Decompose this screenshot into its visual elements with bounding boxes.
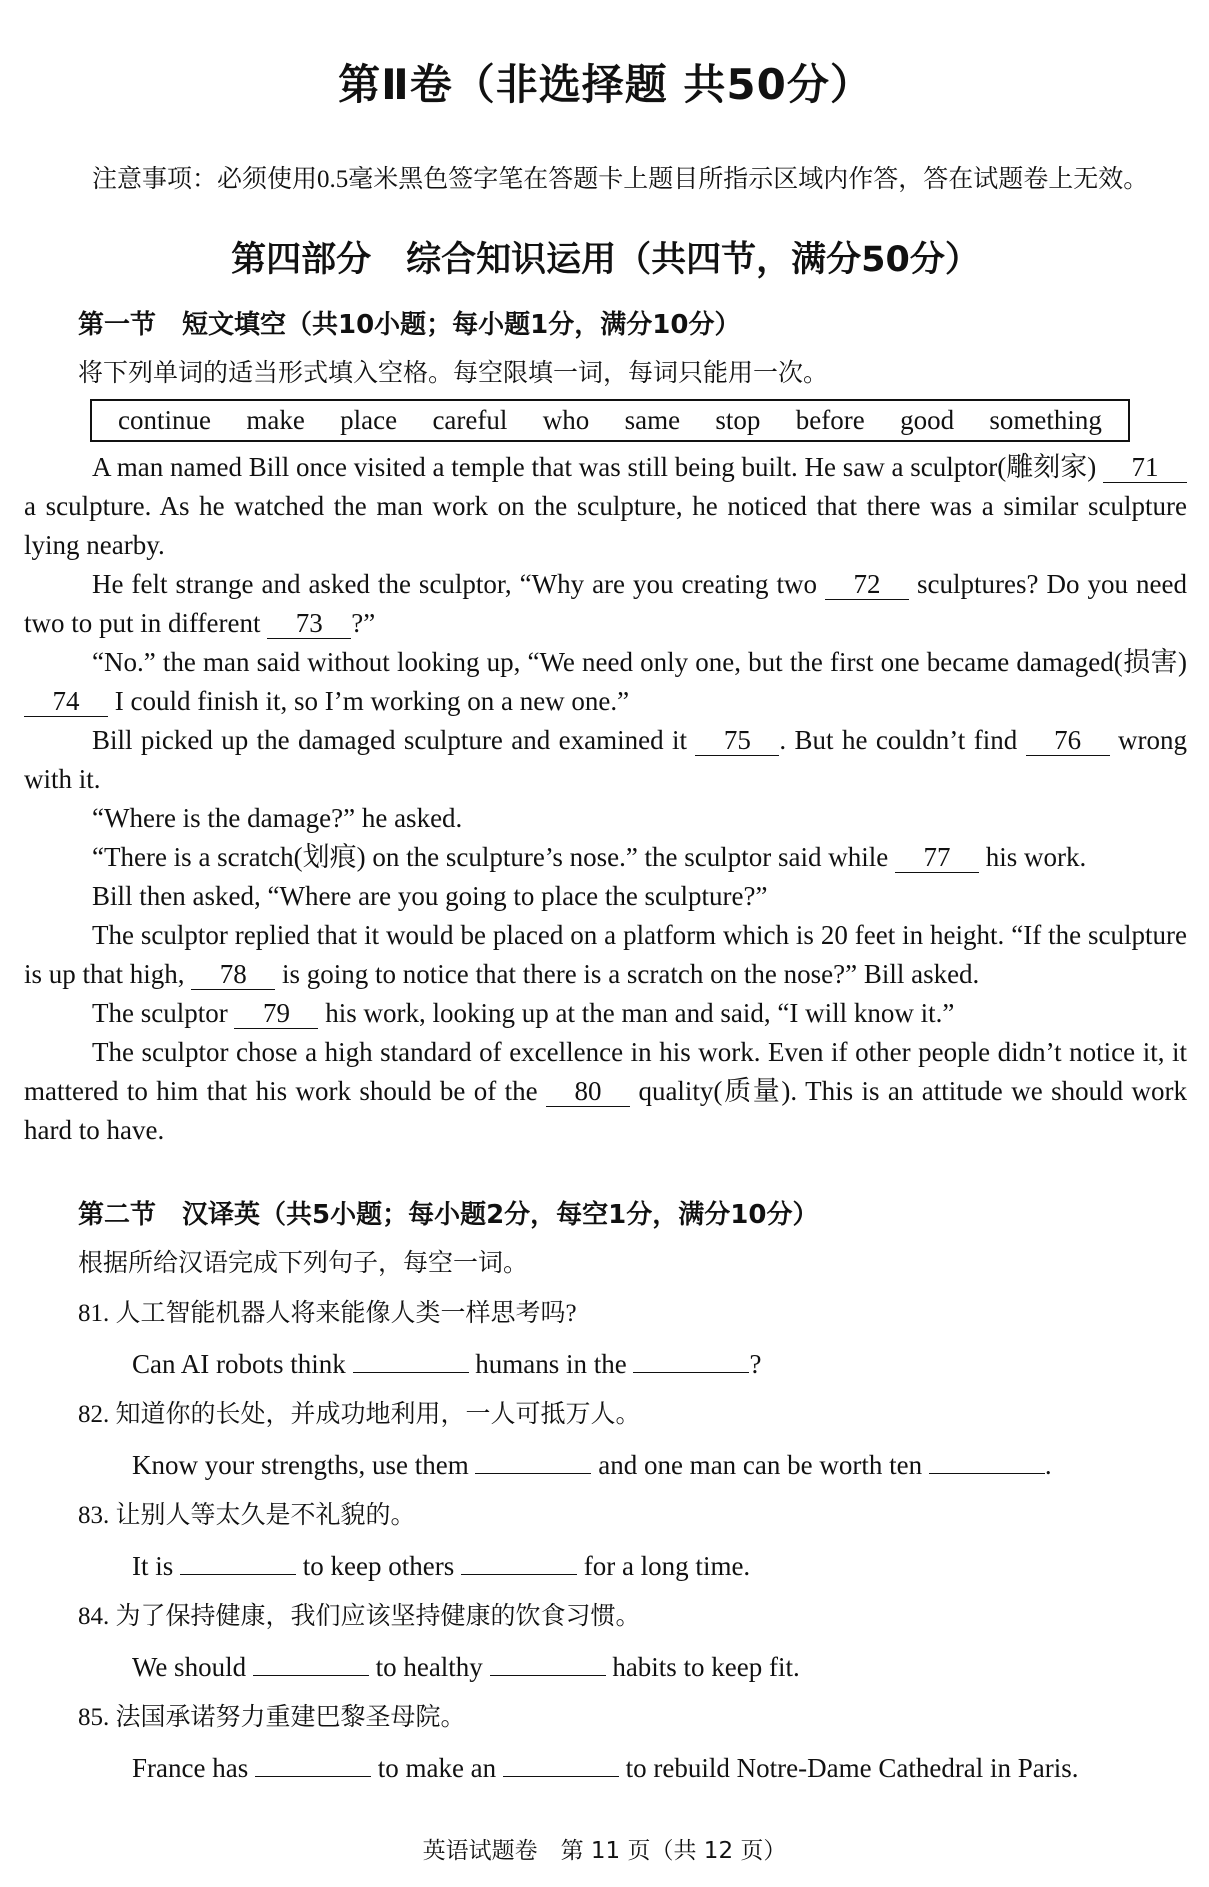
question-84-chinese: 84. 为了保持健康，我们应该坚持健康的饮食习惯。 [78,1603,641,1630]
text-run: . But he couldn’t find [779,725,1026,755]
text-run: Can AI robots think [132,1349,353,1379]
word-bank-item: who [542,405,590,435]
answer-blank[interactable] [490,1653,606,1676]
text-run: France has [132,1753,255,1783]
text-run: habits to keep fit. [605,1652,800,1682]
blank-75: 75 [695,725,779,756]
word-bank-item: careful [432,405,508,435]
blank-73: 73 [267,608,351,639]
answer-blank[interactable] [461,1552,577,1575]
word-bank-item: continue [118,405,211,435]
word-bank-item: same [624,405,681,435]
text-run: The sculptor [92,998,235,1028]
text-run: Know your strengths, use them [132,1450,476,1480]
word-bank-item: something [989,405,1102,435]
blank-71: 71 [1103,452,1187,483]
text-run: I could finish it, so I’m working on a new one.” [108,686,630,716]
text-run: to rebuild Notre-Dame Cathedral in Paris. [618,1753,1079,1783]
answer-blank[interactable] [353,1350,469,1373]
text-run: . [1044,1450,1052,1480]
passage-paragraph [24,721,1187,799]
passage-paragraph [24,1033,1187,1150]
blank-77: 77 [895,842,979,873]
answer-blank[interactable] [475,1451,591,1474]
cloze-passage [24,448,1187,1150]
text-run: and one man can be worth ten [591,1450,929,1480]
word-bank-item: good [900,405,955,435]
page-footer: 英语试题卷 第 11 页（共 12 页） [422,1838,787,1864]
question-84-english [132,1652,1187,1683]
section-one-instruction: 将下列单词的适当形式填入空格。每空限填一词，每词只能用一次。 [78,360,829,387]
text-run: We should [132,1652,253,1682]
text-run: The sculptor chose a high standard of excellence in his work. Even if other people didn’t notice it, it mattered to him that his work should be of the [24,1037,1187,1106]
text-run: “No.” the man said without looking up, “We need only one, but the first one became damaged(损害) [92,647,1187,677]
text-run: his work. [979,842,1087,872]
text-run: sculptures? Do you need two to put in different [24,569,1187,638]
word-bank [90,399,1130,442]
answer-blank[interactable] [253,1653,369,1676]
paper-title: 第Ⅱ卷（非选择题 共50分） [338,60,873,109]
passage-paragraph [24,565,1187,643]
passage-paragraph [24,643,1187,721]
section-two-instruction: 根据所给汉语完成下列句子，每空一词。 [78,1250,529,1277]
question-82-english [132,1450,1187,1481]
text-run: It is [132,1551,181,1581]
word-bank-item: make [246,405,305,435]
notice-text: 注意事项：必须使用0.5毫米黑色签字笔在答题卡上题目所指示区域内作答，答在试题卷上无效。 [92,166,1149,193]
text-run: quality(质量). This is an attitude we should work hard to have. [24,1076,1187,1145]
passage-paragraph [24,838,1187,877]
text-run: A man named Bill once visited a temple that was still being built. He saw a sculptor(雕刻家) [92,452,1103,482]
text-run: ? [749,1349,762,1379]
text-run: is going to notice that there is a scratch on the nose?” Bill asked. [275,959,980,989]
passage-paragraph: “Where is the damage?” he asked. [92,803,463,833]
section-two [24,1194,1187,1784]
passage-paragraph [24,448,1187,565]
question-83-chinese: 83. 让别人等太久是不礼貌的。 [78,1502,416,1529]
answer-blank[interactable] [633,1350,749,1373]
text-run: to make an [370,1753,503,1783]
question-81-chinese: 81. 人工智能机器人将来能像人类一样思考吗? [78,1300,577,1327]
blank-72: 72 [825,569,909,600]
blank-79: 79 [234,998,318,1029]
part-four-title: 第四部分 综合知识运用（共四节，满分50分） [231,240,980,280]
text-run: Bill picked up the damaged sculpture and examined it [92,725,696,755]
passage-paragraph: Bill then asked, “Where are you going to place the sculpture?” [92,881,768,911]
passage-paragraph [24,916,1187,994]
word-bank-item: before [795,405,865,435]
blank-80: 80 [546,1076,630,1107]
blank-74: 74 [24,686,108,717]
answer-blank[interactable] [180,1552,296,1575]
text-run: He felt strange and asked the sculptor, “Why are you creating two [92,569,826,599]
text-run: for a long time. [576,1551,751,1581]
question-83-english [132,1551,1187,1582]
word-bank-item: place [340,405,398,435]
section-two-title: 第二节 汉译英（共5小题；每小题2分，每空1分，满分10分） [78,1200,819,1230]
section-one-title: 第一节 短文填空（共10小题；每小题1分，满分10分） [78,310,741,340]
word-bank-item: stop [715,405,761,435]
text-run: The sculptor replied that it would be placed on a platform which is 20 feet in height. “If the sculpture is up that high, [24,920,1187,989]
text-run: his work, looking up at the man and said, “I will know it.” [318,998,955,1028]
question-85-chinese: 85. 法国承诺努力重建巴黎圣母院。 [78,1704,466,1731]
blank-78: 78 [191,959,275,990]
text-run: ?” [351,608,376,638]
question-81-english [132,1349,1187,1380]
text-run: wrong with it. [24,725,1187,794]
answer-blank[interactable] [503,1754,619,1777]
text-run: humans in the [468,1349,634,1379]
text-run: a sculpture. As he watched the man work on the sculpture, he noticed that there was a similar sculpture lying nearby. [24,491,1187,560]
text-run: to keep others [296,1551,461,1581]
text-run: “There is a scratch(划痕) on the sculpture’s nose.” the sculptor said while [92,842,895,872]
answer-blank[interactable] [255,1754,371,1777]
question-82-chinese: 82. 知道你的长处，并成功地利用，一人可抵万人。 [78,1401,641,1428]
question-85-english [132,1753,1187,1784]
blank-76: 76 [1026,725,1110,756]
answer-blank[interactable] [929,1451,1045,1474]
text-run: to healthy [368,1652,490,1682]
passage-paragraph [24,994,1187,1033]
